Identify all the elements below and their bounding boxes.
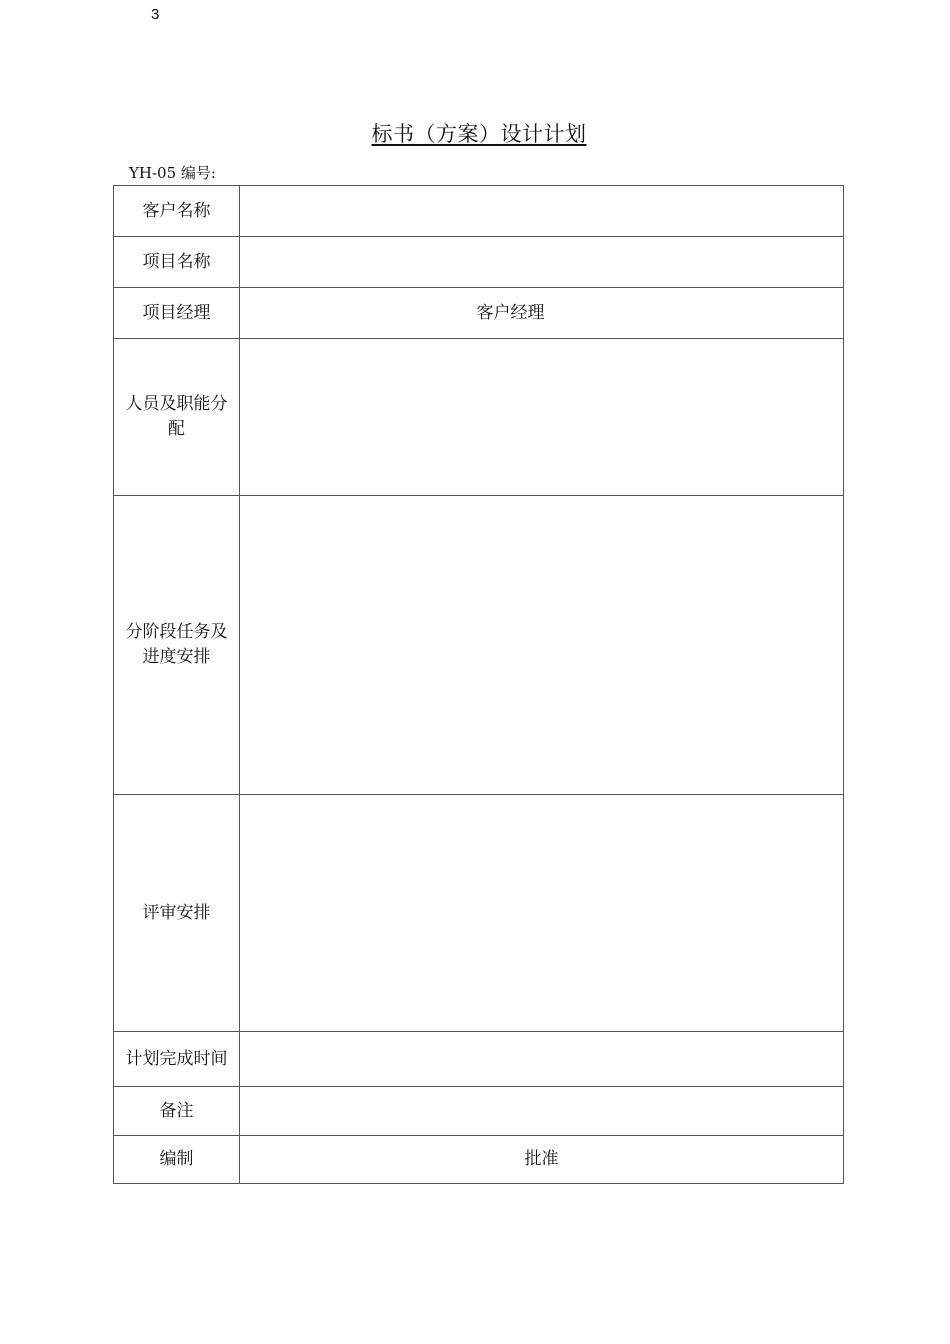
approved-by-label: 批准 (524, 1149, 559, 1169)
remarks-label: 备注 (114, 1087, 240, 1136)
table-row (114, 1087, 844, 1136)
document-code: YH-05 编号: (129, 164, 216, 182)
table-row (114, 795, 844, 1032)
staff-allocation-label: 人员及职能分配 (114, 339, 240, 496)
prepared-by-label: 编制 (114, 1136, 240, 1184)
planned-completion-label: 计划完成时间 (114, 1032, 240, 1087)
approval-field[interactable] (240, 1136, 844, 1184)
page-title: 标书（方案）设计计划 (371, 122, 587, 146)
table-row (114, 496, 844, 795)
account-manager-label[interactable] (240, 288, 844, 339)
table-row (114, 1032, 844, 1087)
review-arrangement-field[interactable] (240, 795, 844, 1032)
client-name-label: 客户名称 (114, 186, 240, 237)
plan-form-table (113, 185, 844, 1184)
phase-schedule-field[interactable] (240, 496, 844, 795)
client-name-field[interactable] (240, 186, 844, 237)
project-manager-label: 项目经理 (114, 288, 240, 339)
phase-schedule-label: 分阶段任务及进度安排 (114, 496, 240, 795)
page-number: 3 (151, 6, 160, 23)
table-row (114, 237, 844, 288)
account-manager-text: 客户经理 (476, 302, 545, 323)
table-row (114, 1136, 844, 1184)
remarks-field[interactable] (240, 1087, 844, 1136)
review-arrangement-label: 评审安排 (114, 795, 240, 1032)
staff-allocation-field[interactable] (240, 339, 844, 496)
table-row (114, 288, 844, 339)
table-row (114, 186, 844, 237)
table-row (114, 339, 844, 496)
project-name-label: 项目名称 (114, 237, 240, 288)
project-name-field[interactable] (240, 237, 844, 288)
planned-completion-field[interactable] (240, 1032, 844, 1087)
